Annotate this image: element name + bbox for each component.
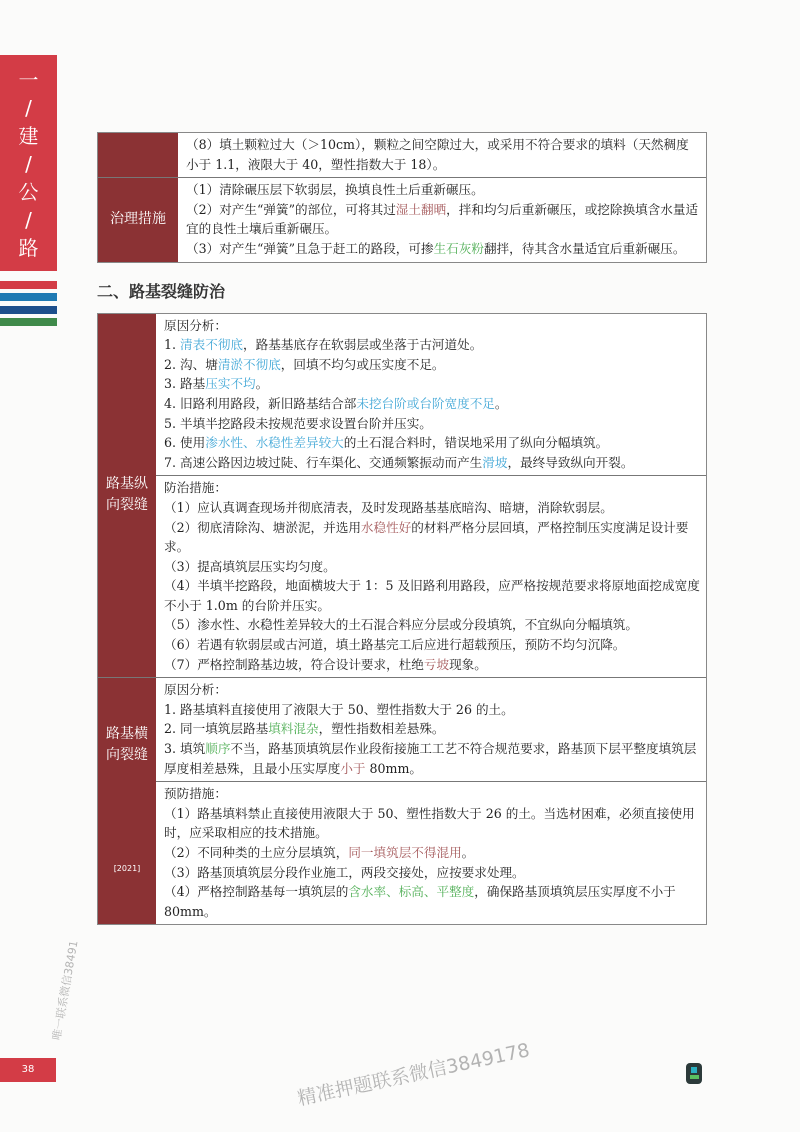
paragraph	[164, 355, 700, 375]
paragraph	[164, 863, 700, 883]
paragraph	[164, 498, 700, 518]
publisher-logo-icon	[686, 1063, 702, 1084]
text-segment: 1. 路基填料直接使用了液限大于 50、塑性指数大于 26 的土。	[164, 701, 514, 717]
text-segment: 7. 高速公路因边坡过陡、行车渠化、交通频繁振动而产生	[164, 454, 483, 470]
crack-type-label	[98, 314, 156, 678]
text-segment: ，最终导致纵向开裂。	[507, 454, 634, 470]
crack-type-group	[98, 677, 706, 924]
highlighted-text: 同一填筑层不得混用	[348, 845, 462, 860]
paragraph	[164, 719, 700, 739]
table-row	[98, 133, 706, 177]
row-label: 治理措施	[98, 178, 178, 261]
highlighted-text: 顺序	[205, 741, 231, 757]
exam-year-tag: [2021]	[113, 863, 141, 873]
highlighted-text: 小于	[340, 760, 366, 776]
highlighted-text: 未挖台阶或台阶宽度不足	[356, 395, 495, 411]
section-heading: 二、路基裂缝防治	[97, 281, 226, 301]
paragraph	[164, 374, 700, 394]
crack-type-label	[98, 678, 156, 924]
paragraph	[164, 316, 700, 336]
text-segment: 80mm。	[365, 760, 423, 776]
text-segment: （1）路基填料禁止直接使用液限大于 50、塑性指数大于 26 的土。当选材困难，必须直接使用时，应采取相应的技术措施。	[164, 805, 695, 841]
paragraph	[164, 784, 700, 804]
text-segment: （3）对产生“弹簧”且急于赶工的路段，可掺	[186, 240, 434, 256]
text-segment: 6. 使用	[164, 435, 206, 451]
text-segment: 2. 同一填筑层路基	[164, 721, 269, 737]
chapter-title: 一 / 建 / 公 / 路	[18, 68, 39, 260]
paragraph	[164, 433, 700, 453]
crack-type-name: 路基纵向裂缝	[106, 476, 148, 514]
table-row	[98, 177, 706, 261]
paragraph	[186, 180, 700, 200]
crack-type-name: 路基横向裂缝	[106, 726, 148, 764]
watermark: 唯一联系微信38491	[50, 939, 81, 1042]
highlighted-text: 清表不彻底	[180, 337, 243, 353]
text-segment: （3）提高填筑层压实均匀度。	[164, 558, 336, 574]
prevention-measures-cell	[156, 781, 706, 924]
text-segment: 预防措施：	[164, 786, 227, 802]
paragraph	[164, 414, 700, 434]
paragraph	[164, 576, 700, 615]
prevention-measures-cell	[156, 475, 706, 677]
paragraph	[164, 680, 700, 700]
decor-stripe	[0, 293, 57, 301]
decor-stripe	[0, 318, 57, 326]
cause-analysis-cell	[156, 678, 706, 781]
text-segment: 原因分析：	[164, 317, 227, 333]
text-segment: 4. 旧路利用路段，新旧路基结合部	[164, 395, 357, 411]
text-segment: ，回填不均匀或压实度不足。	[280, 356, 445, 372]
text-segment: （2）不同种类的土应分层填筑，	[164, 845, 349, 860]
paragraph	[164, 739, 700, 778]
page-number: 38	[0, 1058, 56, 1082]
paragraph	[186, 200, 700, 239]
text-segment: 2. 沟、塘	[164, 356, 218, 372]
text-segment: 的土石混合料时，错误地采用了纵向分幅填筑。	[343, 435, 609, 451]
cause-analysis-cell	[156, 314, 706, 476]
text-segment: ，塑性指数相差悬殊。	[318, 721, 445, 737]
text-segment: （2）彻底清除沟、塘淤泥，并选用	[164, 519, 361, 535]
text-segment: ，确保路基顶填筑层压实厚度不小于 80mm。	[164, 884, 676, 919]
paragraph	[164, 453, 700, 473]
text-segment: ，路基基底存在软弱层或坐落于古河道处。	[243, 337, 483, 353]
text-segment: 。	[494, 395, 508, 411]
page-content	[97, 132, 707, 925]
text-segment: 原因分析：	[164, 682, 227, 698]
highlighted-text: 清淤不彻底	[217, 356, 281, 372]
subgrade-crack-table	[97, 313, 707, 926]
watermark: 精准押题联系微信3849178	[295, 1039, 532, 1110]
text-segment: 。	[461, 845, 475, 860]
text-segment: ，拌和均匀后重新碾压，或挖除换填含水量适宜的良性土壤后重新碾压。	[186, 201, 699, 237]
text-segment: 不当，路基顶填筑层作业段衔接施工工艺不符合规范要求，路基顶下层平整度填筑层厚度相差悬殊，且最小压实厚度	[164, 741, 697, 776]
highlighted-text: 含水率、标高、平整度	[348, 884, 475, 900]
text-segment: 的材料严格分层回填，严格控制压实度满足设计要求。	[164, 519, 689, 555]
paragraph	[164, 882, 700, 921]
text-segment: （1）应认真调查现场并彻底清表，及时发现路基基底暗沟、暗塘，消除软弱层。	[164, 499, 613, 515]
text-segment: （1）清除碾压层下软弱层，换填良性土后重新碾压。	[186, 182, 484, 198]
paragraph	[164, 478, 700, 498]
paragraph	[164, 843, 700, 863]
text-segment: （2）对产生“弹簧”的部位，可将其过	[186, 201, 396, 217]
paragraph	[164, 655, 700, 675]
paragraph	[164, 615, 700, 635]
text-segment: （5）渗水性、水稳性差异较大的土石混合料应分层或分段填筑，不宜纵向分幅填筑。	[164, 617, 638, 633]
text-segment: （8）填土颗粒过大（＞10cm），颗粒之间空隙过大，或采用不符合要求的填料（天然稠度小于 1.1，液限大于 40，塑性指数大于 18）。	[186, 137, 689, 172]
subgrade-spring-table	[97, 132, 707, 263]
highlighted-text: 水稳性好	[360, 519, 412, 535]
paragraph	[186, 135, 700, 174]
text-segment: 1.	[164, 337, 181, 353]
text-segment: （4）半填半挖路段，地面横坡大于 1：5 及旧路利用路段，应严格按规范要求将原地面挖成宽度不小于 1.0m 的台阶并压实。	[164, 578, 700, 613]
paragraph	[164, 518, 700, 557]
text-segment: 现象。	[449, 656, 487, 672]
decor-stripe	[0, 306, 57, 314]
paragraph	[164, 335, 700, 355]
highlighted-text: 生石灰粉	[433, 240, 484, 256]
text-segment: 翻拌，待其含水量适宜后重新碾压。	[483, 240, 686, 256]
paragraph	[164, 635, 700, 655]
text-segment: 5. 半填半挖路段未按规范要求设置台阶并压实。	[164, 415, 432, 431]
text-segment: （4）严格控制路基每一填筑层的	[164, 884, 349, 900]
row-label	[98, 133, 178, 177]
highlighted-text: 渗水性、水稳性差异较大	[205, 435, 344, 451]
text-segment: （7）严格控制路基边坡，符合设计要求，杜绝	[164, 656, 424, 672]
text-segment: （6）若遇有软弱层或古河道，填土路基完工后应进行超载预压，预防不均匀沉降。	[164, 637, 626, 653]
text-segment: 3. 路基	[164, 376, 206, 392]
paragraph	[164, 557, 700, 577]
text-segment: 防治措施：	[164, 480, 227, 496]
highlighted-text: 亏坡	[423, 656, 450, 672]
text-segment: （3）路基顶填筑层分段作业施工，两段交接处，应按要求处理。	[164, 864, 525, 880]
text-segment: 。	[255, 376, 269, 392]
highlighted-text: 滑坡	[482, 454, 508, 470]
paragraph	[164, 700, 700, 720]
highlighted-text: 湿土翻晒	[395, 201, 447, 217]
paragraph	[186, 239, 700, 259]
text-segment: 3. 填筑	[164, 741, 206, 757]
row-content	[178, 133, 706, 177]
paragraph	[164, 804, 700, 843]
highlighted-text: 填料混杂	[268, 721, 319, 737]
row-content	[178, 178, 706, 261]
crack-type-group	[98, 314, 706, 678]
paragraph	[164, 394, 700, 414]
highlighted-text: 压实不均	[205, 376, 256, 392]
decor-stripe	[0, 281, 57, 289]
